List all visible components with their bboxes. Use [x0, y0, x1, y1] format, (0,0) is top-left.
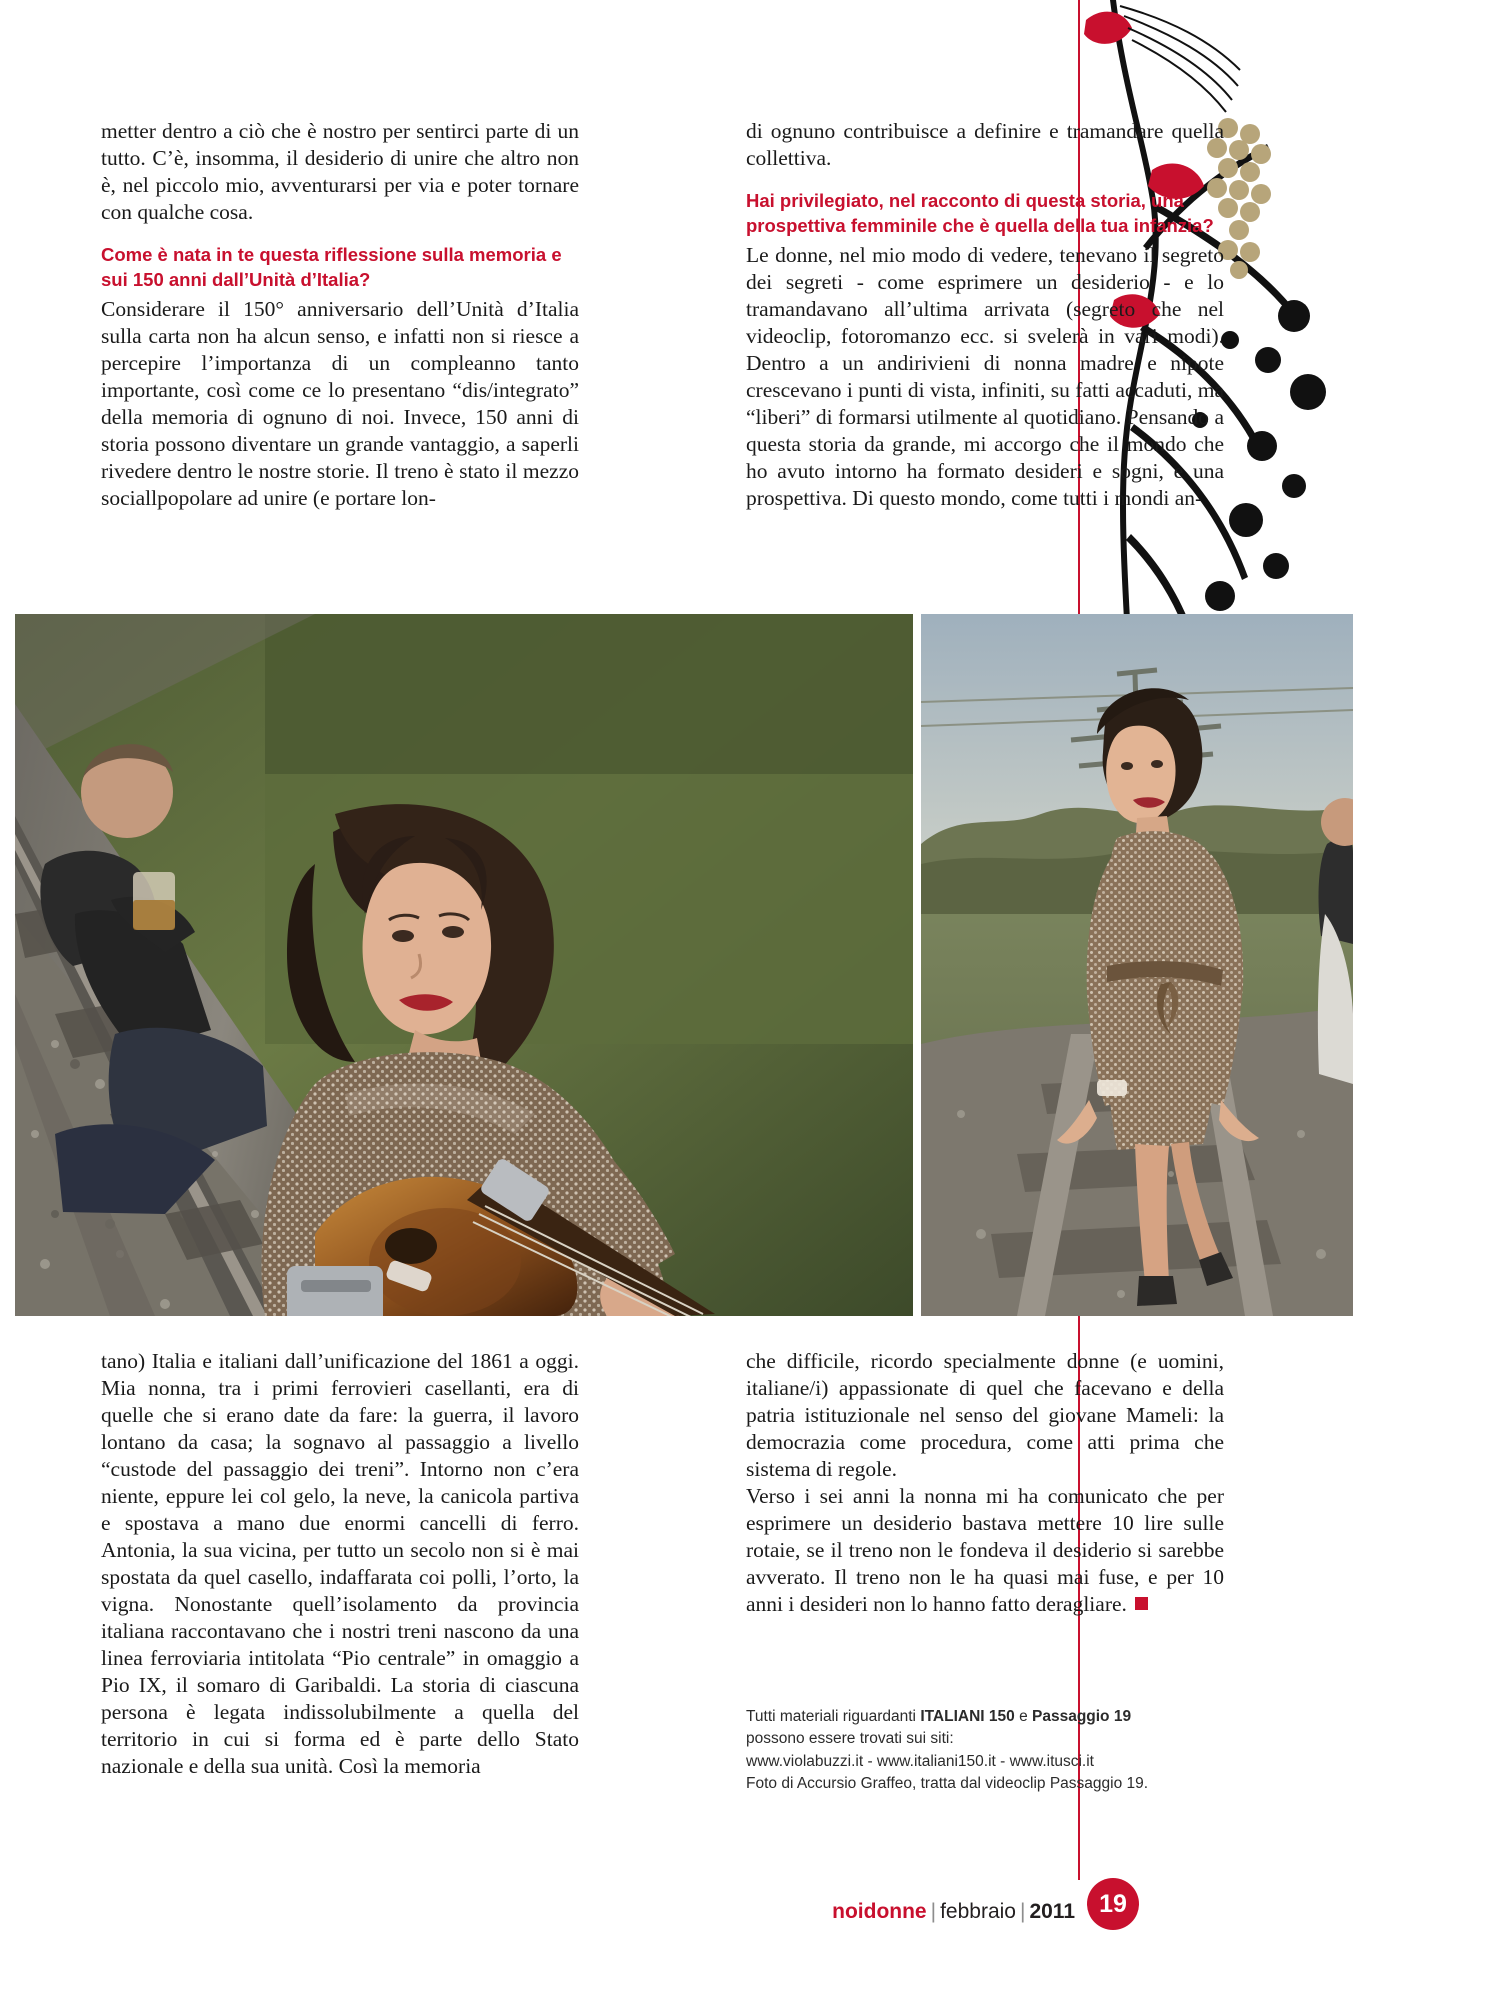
footer-year: 2011	[1029, 1900, 1075, 1923]
footer-separator-1: |	[930, 1900, 937, 1923]
column-top-left	[101, 118, 579, 512]
paragraph: Considerare il 150° anniversario dell’Unità d’Italia sulla carta non ha alcun senso, e infatti non si riesce a percepire l’importanza di un compleanno tanto importante, così come ce lo presentano “dis/integrato” della memoria di ognuno di noi. Invece, 150 anni di storia possono diventare un grande vantaggio, a saperli rivedere dentro le nostre storie. Il treno è stato il mezzo sociallpopolare ad unire (e portare lon-	[101, 296, 579, 510]
credits-block	[746, 1706, 1246, 1795]
paragraph-text: Verso i sei anni la nonna mi ha comunicato che per esprimere un desiderio bastava mettere 10 lire sulle rotaie, se il treno non le fondeva il desiderio si sarebbe avverato. Il treno non le ha quasi mai fuse, e per 10 anni i desideri non lo hanno fatto deragliare.	[746, 1483, 1224, 1616]
credits-line-2: possono essere trovati sui siti:	[746, 1730, 954, 1748]
paragraph: Le donne, nel mio modo di vedere, tenevano il segreto dei segreti - come esprimere un desiderio - e lo tramandavano all’ultima arrivata (segreto che nel videoclip, fotoromanzo ecc. si svelerà in vari modi). Dentro a un andirivieni di nonna madre e nipote crescevano i punti di vista, infiniti, su fatti accaduti, ma “liberi” di formarsi utilmente al quotidiano. Pensando a questa storia da grande, mi accorgo che il mondo che ho avuto intorno ha formato desideri e sogni, e una prospettiva. Di questo mondo, come tutti i mondi an-	[746, 242, 1224, 510]
credits-bold-italiani150: ITALIANI 150	[920, 1708, 1015, 1725]
column-top-right	[746, 118, 1224, 512]
photo-woman-on-tracks	[921, 614, 1353, 1316]
credits-websites[interactable]: www.violabuzzi.it - www.italiani150.it - www.itusci.it	[746, 1752, 1094, 1770]
credits-line-1	[746, 1706, 1246, 1728]
footer-brand: noidonne	[832, 1900, 927, 1923]
footer-separator-2: |	[1019, 1900, 1026, 1923]
paragraph: di ognuno contribuisce a definire e tramandare quella collettiva.	[746, 119, 1224, 170]
credits-conjunction: e	[1014, 1708, 1032, 1725]
credits-bold-passaggio19: Passaggio 19	[1032, 1708, 1132, 1725]
paragraph	[746, 1483, 1224, 1618]
column-bottom-right	[746, 1348, 1224, 1618]
paragraph: che difficile, ricordo specialmente donne (e uomini, italiane/i) appassionate di quel che facevano e della patria istituzionale nel senso del giovane Mameli: la democrazia come procedura, come atti prima che sistema di regole.	[746, 1349, 1224, 1481]
paragraph: tano) Italia e italiani dall’unificazione del 1861 a oggi. Mia nonna, tra i primi ferrovieri casellanti, era di quelle che si erano date da fare: la guerra, il lavoro lontano da casa; la sognavo al passaggio a livello “custode del passaggio dei treni”. Intorno non c’era niente, eppure lei col gelo, la neve, la canicola partiva e spostava a mano due enormi cancelli di ferro. Antonia, la sua vicina, per tutto un secolo non si è mai spostata da quel casello, indaffarata coi polli, l’orto, la vigna. Nonostante quell’isolamento da provincia italiana raccontavano che i nostri treni nascono da una linea ferroviaria intitolata “Pio centrale” in omaggio a Pio IX, il somaro di Garibaldi. La storia di ciascuna persona è legata indissolubilmente a quella del territorio in cui si forma ed è parte dello Stato nazionale e della sua unità. Così la memoria	[101, 1349, 579, 1778]
page-number-badge: 19	[1087, 1878, 1139, 1930]
paragraph: metter dentro a ciò che è nostro per sentirci parte di un tutto. C’è, insomma, il desiderio di unire che altro non è, nel piccolo mio, avventurarsi per via e poter tornare con qualche cosa.	[101, 119, 579, 224]
photo-woman-with-guitar	[15, 614, 913, 1316]
footer-month: febbraio	[940, 1900, 1016, 1923]
credits-prefix: Tutti materiali riguardanti	[746, 1708, 921, 1725]
interview-question: Hai privilegiato, nel racconto di questa storia, una prospettiva femminile che è quella della tua infanzia?	[746, 189, 1214, 236]
column-bottom-left	[101, 1348, 579, 1780]
credits-photo: Foto di Accursio Graffeo, tratta dal videoclip Passaggio 19.	[746, 1774, 1149, 1792]
end-of-article-mark	[1135, 1597, 1148, 1610]
footer	[832, 1900, 1075, 1924]
interview-question: Come è nata in te questa riflessione sulla memoria e sui 150 anni dall’Unità d’Italia?	[101, 243, 562, 290]
